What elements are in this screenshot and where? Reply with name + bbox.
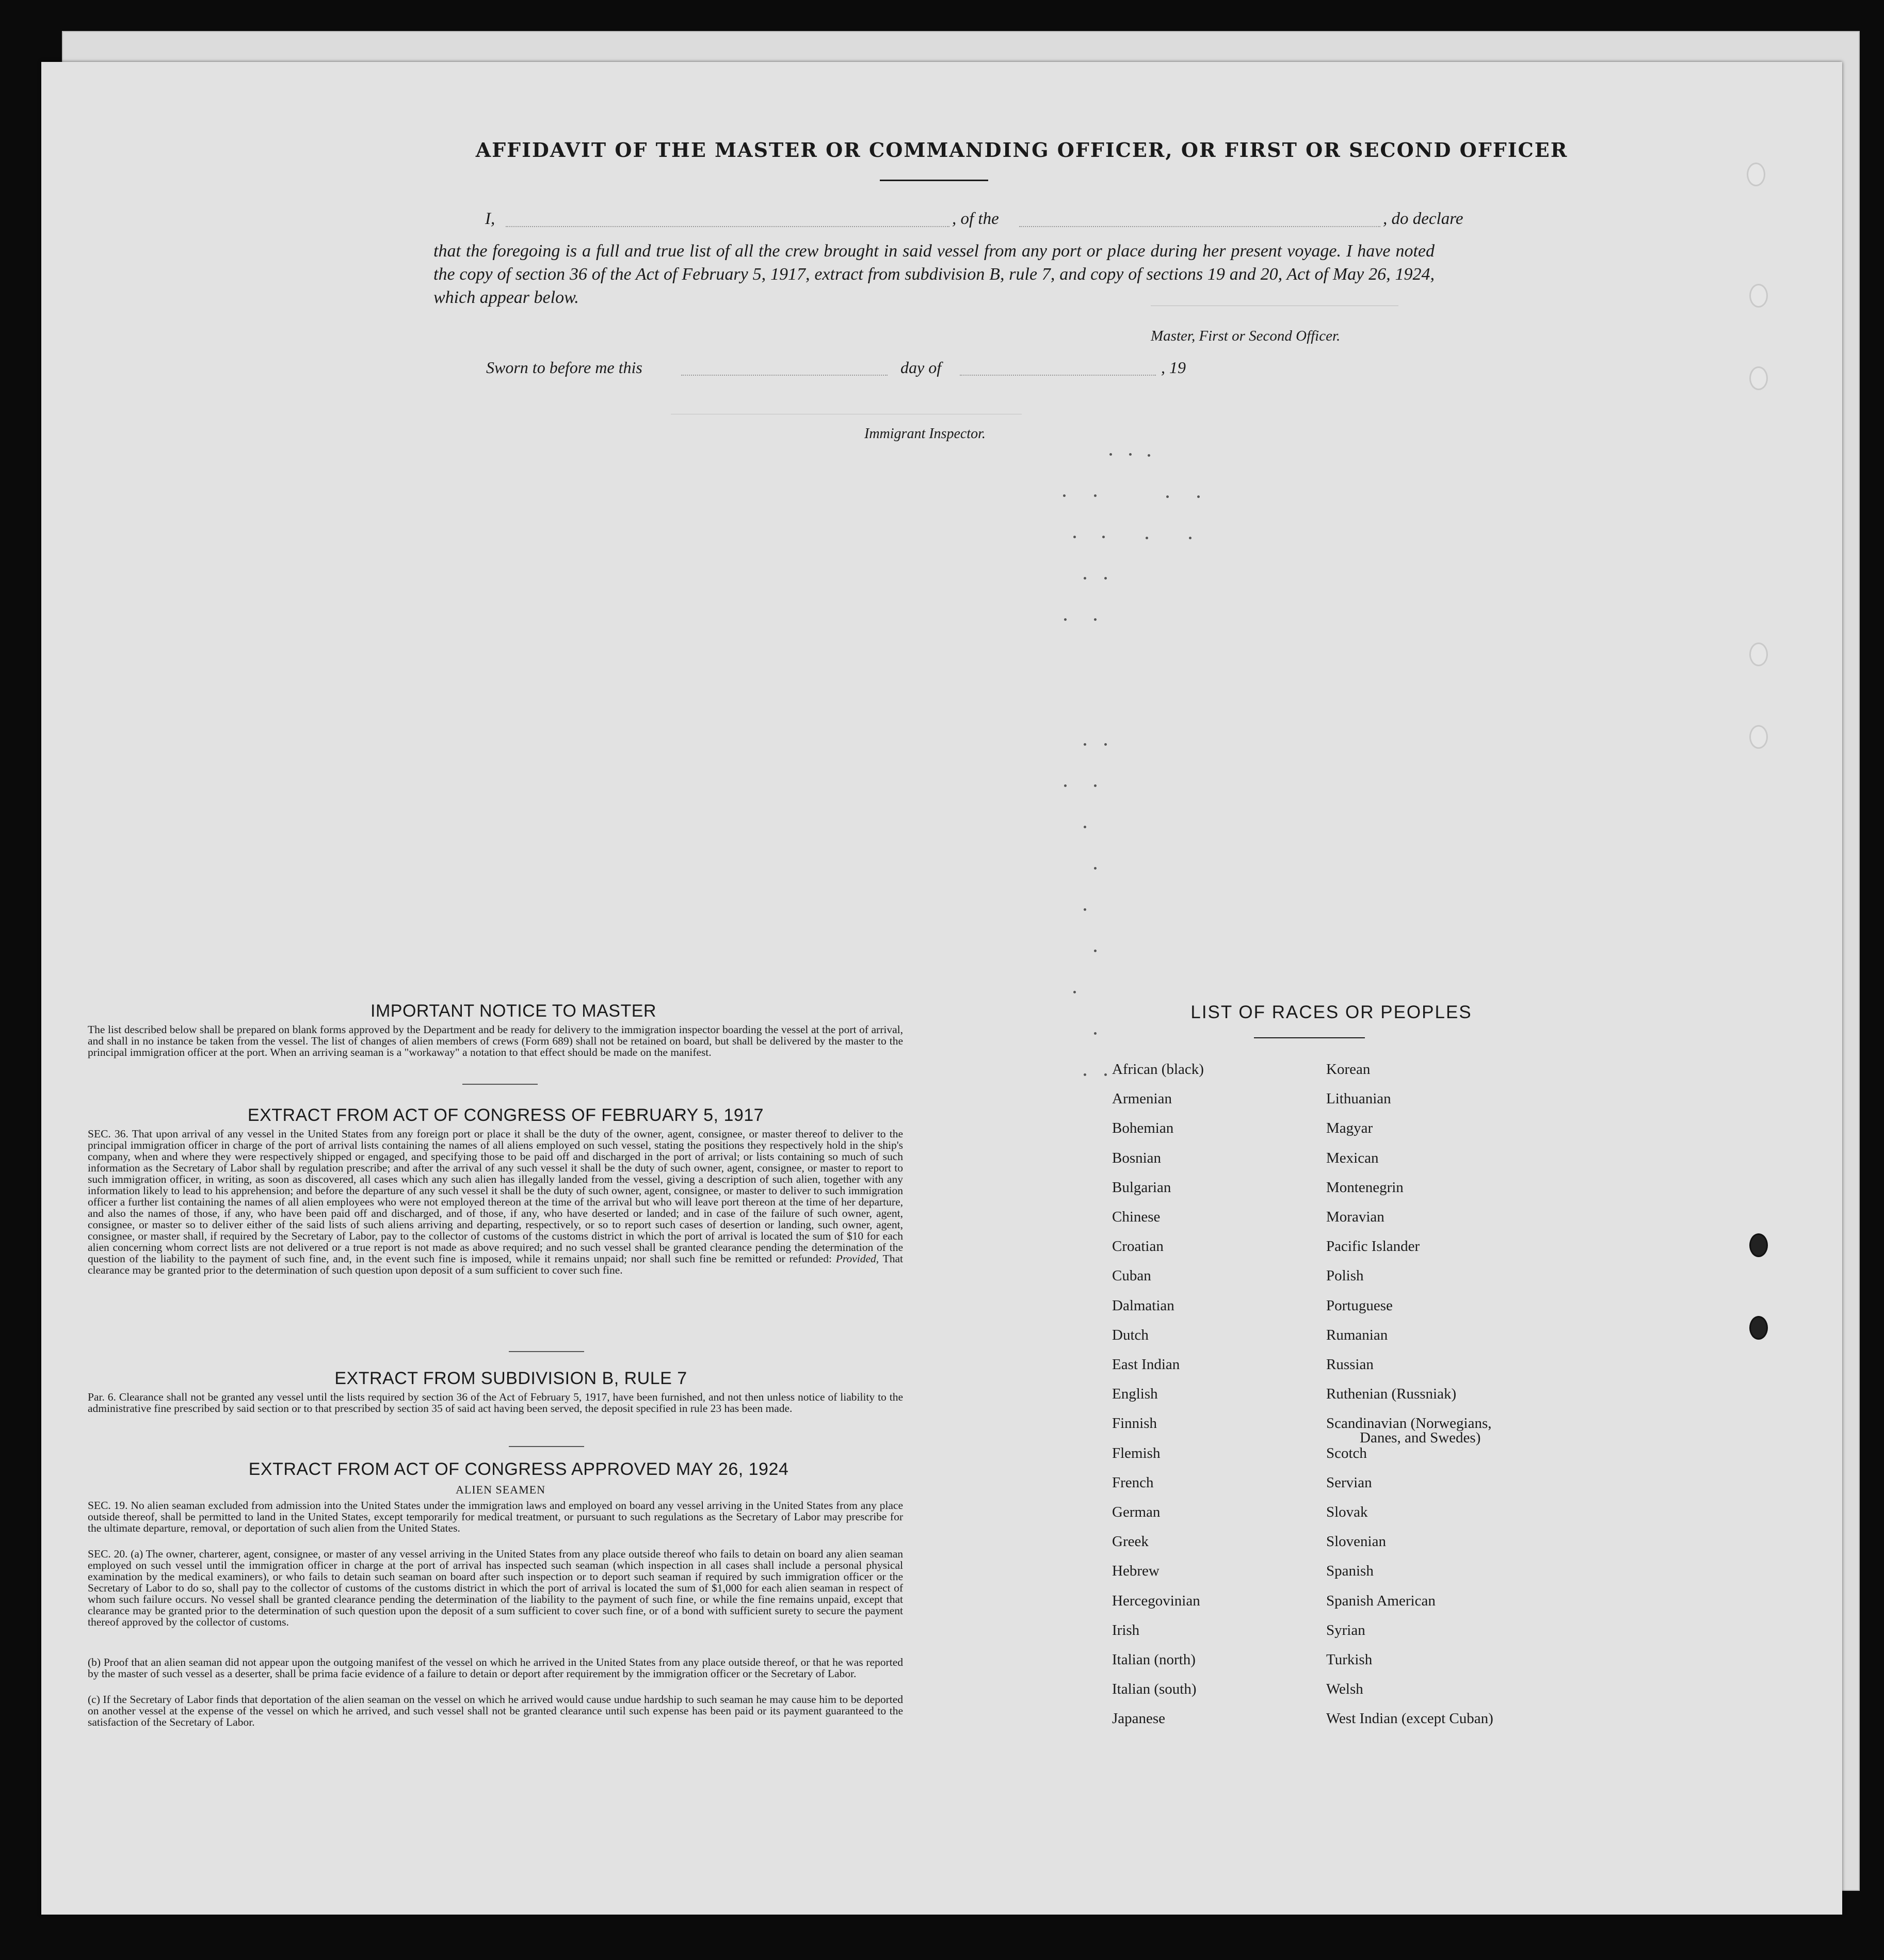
extract-1917-title: EXTRACT FROM ACT OF CONGRESS OF FEBRUARY 5, 1917 (247, 1105, 764, 1125)
race-item: Moravian (1326, 1209, 1384, 1226)
extract-1917-body (88, 1128, 903, 1276)
binder-hole (1749, 642, 1768, 666)
race-item: English (1112, 1386, 1158, 1403)
race-item: Spanish (1326, 1563, 1374, 1580)
proviso-label: Provided, (835, 1252, 879, 1265)
race-item: Finnish (1112, 1415, 1157, 1432)
extract-rule7-title: EXTRACT FROM SUBDIVISION B, RULE 7 (334, 1369, 687, 1388)
race-item: German (1112, 1504, 1161, 1521)
vessel-blank[interactable] (1019, 226, 1380, 227)
races-rule (1254, 1037, 1365, 1038)
race-item: Croatian (1112, 1238, 1164, 1255)
race-item: Mexican (1326, 1149, 1379, 1166)
race-item: Lithuanian (1326, 1090, 1391, 1107)
race-item: Bohemian (1112, 1120, 1174, 1137)
affidavit-title: AFFIDAVIT OF THE MASTER OR COMMANDING OFFICER, OR FIRST OR SECOND OFFICER (475, 138, 1568, 162)
race-item: Welsh (1326, 1681, 1363, 1698)
extract-1924-sec20a: SEC. 20. (a) The owner, charterer, agent, consignee, or master of any vessel arriving in the United States from any place outside thereof who fails to detain on board any alien seaman employed on such vessel until the immigration officer in charge at the port of arrival has inspected such seaman (which inspection in all cases shall include a personal physical examination by the medical examiners), or who fails to detain such seaman on board after such inspection or to deport such seaman if required by such immigration officer or the Secretary of Labor to do so, shall pay to the collector of customs of the customs district in which the port of arrival is located the sum of $1,000 for each alien seaman in respect of whom such failure occurs. No vessel shall be granted clearance pending the determination of the liability to the payment of such fine, or while the fine remains unpaid, except that clearance may be granted prior to the determination of such question upon the deposit of a sum sufficient to cover such fine, or of a bond with sufficient surety to secure the payment thereof approved by the collector of customs. (88, 1548, 903, 1628)
race-item: Magyar (1326, 1120, 1373, 1137)
binder-hole (1749, 1233, 1768, 1257)
race-item: Turkish (1326, 1651, 1373, 1668)
extract-1917-text: SEC. 36. That upon arrival of any vessel in the United States from any foreign port or place it shall be the duty of the owner, agent, consignee, or master thereof to deliver to the principal immigration officer in charge of the port of arrival lists containing the names of all aliens employed on such vessel, stating the positions they respectively hold in the ship's company, when and where they were respectively shipped or engaged, and specifying those to be paid off and discharged in the port of arrival; or lists containing so much of such information as the Secretary of Labor shall by regulation prescribe; and after the arrival of any such vessel it shall be the duty of such owner, agent, consignee, or master to report to such immigration officer, in writing, as soon as discovered, all cases which any such alien has illegally landed from the vessel, giving a description of such alien, together with any information likely to lead to his apprehension; and before the departure of any such vessel it shall be the duty of such owner, agent, consignee, or master to deliver to such immigration officer a further list containing the names of all alien employees who were not employed thereon at the time of the arrival but who will leave port thereon at the time of her departure, and also the names of those, if any, who have been paid off and discharged, and of those, if any, who have deserted or landed; and in case of the failure of such owner, agent, consignee, or master so to deliver either of the said lists of such aliens arriving and departing, respectively, or so to report such cases of desertion or landing, such owner, agent, consignee, or master shall, if required by the Secretary of Labor, pay to the collector of customs of the customs district in which the port of arrival is located the sum of $10 for each alien concerning whom correct lists are not delivered or a true report is not made as above required; and no such vessel shall be granted clearance pending the determination of the question of the liability to the payment of such fine, and, in the event such fine is imposed, while it remains unpaid; nor shall such fine be remitted or refunded: (88, 1128, 903, 1265)
race-item: Scandinavian (Norwegians, (1326, 1415, 1492, 1432)
extract-1924-sec19: SEC. 19. No alien seaman excluded from admission into the United States under the immigration laws and employed on board any vessel arriving in the United States from any place outside thereof, shall be permitted to land in the United States, except temporarily for medical treatment, or pursuant to such regulations as the Secretary of Labor may prescribe for the ultimate departure, removal, or deportation of such alien from the United States. (88, 1499, 903, 1534)
extract-1917-rule (509, 1351, 584, 1352)
race-item: Slovak (1326, 1504, 1368, 1521)
alien-seamen-subtitle: ALIEN SEAMEN (456, 1483, 545, 1496)
race-item: Bosnian (1112, 1149, 1162, 1166)
race-item: Scotch (1326, 1444, 1367, 1461)
form-page (41, 62, 1842, 1915)
race-item: Italian (north) (1112, 1651, 1196, 1668)
master-signature-label: Master, First or Second Officer. (1151, 328, 1341, 344)
binder-hole (1749, 366, 1768, 390)
extract-1924-sec20b: (b) Proof that an alien seaman did not appear upon the outgoing manifest of the vessel on which he arrived in the United States from any place outside thereof, or that he was reported by the master of such vessel as a deserter, shall be prima facie evidence of a failure to detain or deport after requirement by the immigration officer or the Secretary of Labor. (88, 1656, 903, 1680)
extract-rule7-rule (509, 1446, 584, 1447)
races-column-1 (1112, 1055, 1204, 1734)
inspector-label: Immigrant Inspector. (864, 426, 986, 442)
extract-1924-title: EXTRACT FROM ACT OF CONGRESS APPROVED MAY 26, 1924 (248, 1459, 789, 1479)
race-item: Russian (1326, 1356, 1374, 1373)
race-item: Spanish American (1326, 1592, 1436, 1609)
race-item: Pacific Islander (1326, 1238, 1420, 1255)
notice-body: The list described below shall be prepared on blank forms approved by the Department and be ready for delivery to the immigration inspector boarding the vessel at the port of arrival, and shall in no instance be taken from the vessel. The list of changes of alien members of crews (Form 689) shall not be retained on board, but shall be delivered by the master to the principal immigration officer at the port. When an arriving seaman is a "workaway" a notation to that effect should be made on the manifest. (88, 1023, 903, 1058)
binder-hole (1747, 163, 1765, 186)
race-item: East Indian (1112, 1356, 1180, 1373)
affidavit-body: that the foregoing is a full and true list of all the crew brought in said vessel from any port or place during her present voyage. I have noted the copy of section 36 of the Act of February 5, 1917, extract from subdivision B, rule 7, and copy of sections 19 and 20, Act of May 26, 1924, which appear below. (433, 242, 1435, 307)
race-item: Italian (south) (1112, 1681, 1197, 1698)
race-item: Portuguese (1326, 1297, 1393, 1314)
of-the-label: , of the (952, 210, 999, 228)
races-column-2 (1326, 1055, 1493, 1734)
race-item: Armenian (1112, 1090, 1172, 1107)
race-item: Cuban (1112, 1267, 1151, 1284)
race-item: Korean (1326, 1061, 1371, 1078)
sworn-month-blank[interactable] (960, 375, 1156, 376)
sworn-day-blank[interactable] (681, 375, 888, 376)
race-item: Bulgarian (1112, 1179, 1171, 1196)
races-title: LIST OF RACES OR PEOPLES (1190, 1002, 1472, 1022)
binder-hole (1749, 284, 1768, 308)
race-item: Flemish (1112, 1444, 1161, 1461)
race-item: Hercegovinian (1112, 1592, 1200, 1609)
race-item: Ruthenian (Russniak) (1326, 1386, 1457, 1403)
proviso-text: That clearance may be granted prior to the determination of such question upon deposit of a sum sufficient to cover such fine. (88, 1252, 903, 1276)
race-item: Irish (1112, 1621, 1140, 1638)
race-item: West Indian (except Cuban) (1326, 1710, 1493, 1727)
race-item: Dutch (1112, 1326, 1149, 1343)
race-item: Syrian (1326, 1621, 1365, 1638)
race-item: African (black) (1112, 1061, 1204, 1078)
notice-rule (462, 1084, 538, 1085)
race-item: Polish (1326, 1267, 1364, 1284)
scandinavian-continuation: Danes, and Swedes) (1360, 1429, 1481, 1446)
race-item: French (1112, 1474, 1154, 1491)
binder-hole (1749, 1316, 1768, 1340)
race-item: Greek (1112, 1533, 1149, 1550)
race-item: Hebrew (1112, 1563, 1160, 1580)
race-item: Servian (1326, 1474, 1372, 1491)
race-item: Dalmatian (1112, 1297, 1174, 1314)
race-item: Montenegrin (1326, 1179, 1404, 1196)
year-label: , 19 (1161, 358, 1186, 377)
day-of-label: day of (900, 358, 942, 377)
binder-hole (1749, 725, 1768, 749)
extract-rule7-body: Par. 6. Clearance shall not be granted any vessel until the lists required by section 36 of the Act of February 5, 1917, have been furnished, and not then unless notice of liability to the administrative fine prescribed by said section or to that prescribed by section 35 of said act having been served, the deposit specified in rule 23 has been made. (88, 1391, 903, 1415)
do-declare-label: , do declare (1383, 210, 1463, 228)
race-item: Slovenian (1326, 1533, 1386, 1550)
i-label: I, (485, 210, 495, 228)
name-blank[interactable] (506, 226, 949, 227)
race-item: Chinese (1112, 1209, 1161, 1226)
title-rule (880, 180, 988, 181)
race-item: Japanese (1112, 1710, 1166, 1727)
extract-1924-sec20c: (c) If the Secretary of Labor finds that deportation of the alien seaman on the vessel on which he arrived would cause undue hardship to such seaman he may cause him to be deported on another vessel at the expense of the vessel on which he arrived, and such vessel shall not be granted clearance until such expense has been paid or its payment guaranteed to the satisfaction of the Secretary of Labor. (88, 1693, 903, 1728)
notice-title: IMPORTANT NOTICE TO MASTER (371, 1001, 656, 1021)
sworn-label: Sworn to before me this (486, 358, 642, 377)
race-item: Rumanian (1326, 1326, 1388, 1343)
